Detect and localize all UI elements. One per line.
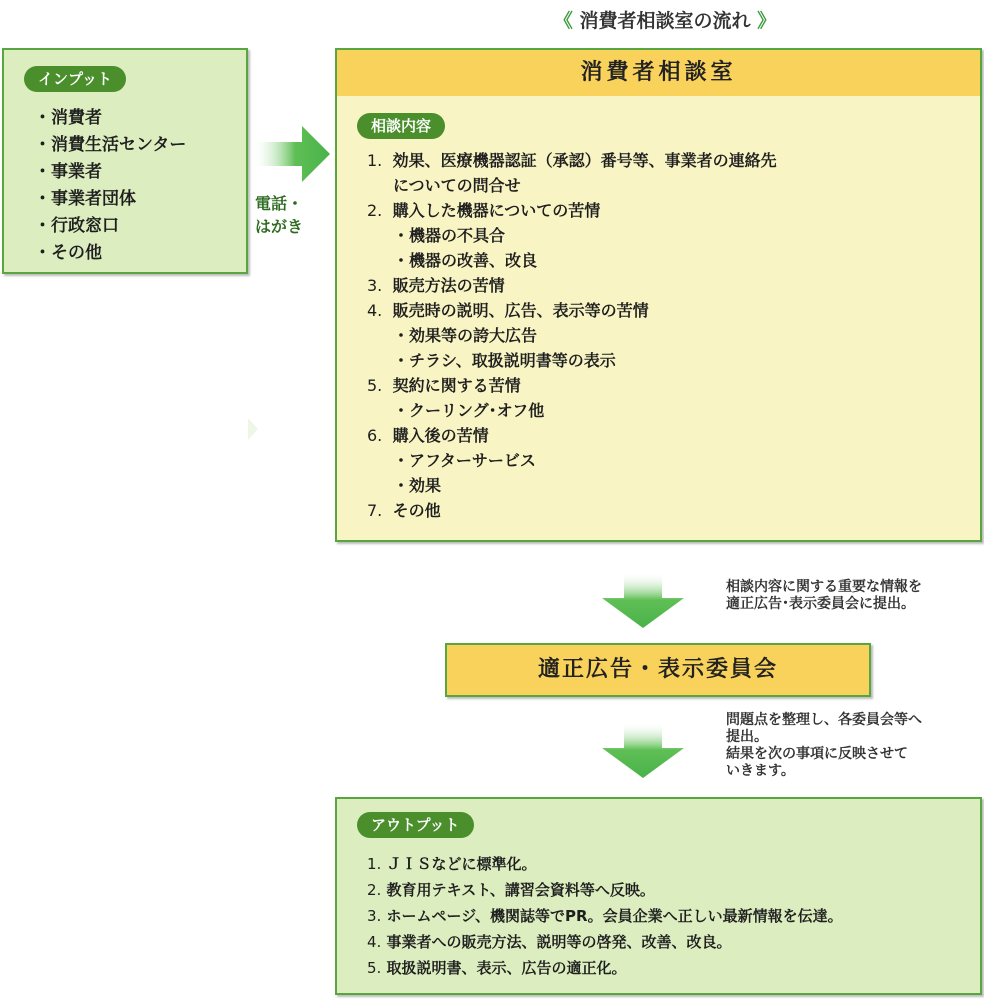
item-text: 購入した機器についての苦情 [392,201,601,220]
input-item: ・消費者 [34,108,102,128]
consultation-item [367,198,777,273]
input-item: ・事業者 [34,162,102,182]
item-text: その他 [392,501,441,520]
input-list [34,105,186,267]
input-item: ・行政窓口 [34,216,119,236]
item-number: 3. [367,276,383,295]
note-line: 問題点を整理し、各委員会等へ [726,712,922,728]
item-number: 5. [367,376,383,395]
right-arrow-icon [252,126,330,182]
item-text: ホームページ、機関誌等でPR。会員企業へ正しい最新情報を伝達。 [386,907,843,925]
item-text: 効果、医療機器認証（承認）番号等、事業者の連絡先 [392,151,777,170]
output-item [367,877,843,903]
item-subpoint: ・アフターサービス [393,451,536,470]
note-line: 提出。 [726,729,768,745]
consultation-item [367,498,777,523]
arrow-label-line2: はがき [255,217,304,236]
input-item: ・消費生活センター [34,135,187,155]
item-number: 7. [367,501,383,520]
item-number: 2. [367,881,382,899]
item-number: 1. [367,855,382,873]
item-subpoint: ・クーリング･オフ他 [393,401,545,420]
note-line: いきます。 [726,763,795,779]
item-subpoint: ・効果等の誇大広告 [393,326,538,345]
item-subpoint: ・チラシ、取扱説明書等の表示 [393,351,616,370]
consultation-item [367,298,777,373]
arrow-label [255,192,325,238]
item-number: 3. [367,907,382,925]
consultation-item [367,423,777,498]
item-number: 6. [367,426,383,445]
item-number: 4. [367,933,382,951]
committee-box: 適正広告・表示委員会 [445,643,871,697]
item-number: 5. [367,959,382,977]
consultation-item [367,373,777,423]
output-item [367,955,843,981]
item-text: ＪＩＳなどに標準化。 [386,855,537,873]
item-text: 販売時の説明、広告、表示等の苦情 [392,301,649,320]
note-line: 相談内容に関する重要な情報を [726,579,922,595]
consultation-item [367,273,777,298]
consultation-item [367,148,777,198]
item-subpoint: ・効果 [393,476,442,495]
output-item [367,929,843,955]
consultation-list [367,148,777,523]
output-list [367,851,843,981]
item-continuation: についての問合せ [393,176,521,195]
title-text: 消費者相談室の流れ [579,10,751,32]
item-text: 販売方法の苦情 [392,276,505,295]
item-text: 購入後の苦情 [392,426,489,445]
faint-chevron-icon [246,414,260,444]
down-arrow-icon [602,572,684,628]
arrow-label-line1: 電話・ [255,194,304,213]
consultation-label: 相談内容 [357,113,445,139]
title-right-bracket: 》 [757,10,777,32]
output-box [335,797,982,995]
consultation-header: 消費者相談室 [337,50,980,96]
note-line: 結果を次の事項に反映させて [726,746,908,762]
note-line: 適正広告･表示委員会に提出。 [726,596,915,612]
input-item: ・事業者団体 [34,189,136,209]
input-label: インプット [24,66,126,92]
note-to-committee [726,579,984,613]
item-text: 取扱説明書、表示、広告の適正化。 [386,959,627,977]
note-from-committee [726,712,984,780]
title-left-bracket: 《 [553,10,573,32]
item-number: 2. [367,201,383,220]
down-arrow-icon [602,722,684,778]
item-number: 4. [367,301,383,320]
output-item [367,851,843,877]
item-text: 事業者への販売方法、説明等の啓発、改善、改良。 [386,933,732,951]
item-subpoint: ・機器の改善、改良 [393,251,538,270]
output-item [367,903,843,929]
page-title [0,6,984,33]
item-subpoint: ・機器の不具合 [393,226,506,245]
output-label: アウトプット [357,812,474,838]
consultation-box [335,48,982,542]
item-number: 1. [367,151,383,170]
input-item: ・その他 [34,243,102,263]
item-text: 契約に関する苦情 [392,376,521,395]
input-box [2,48,248,274]
item-text: 教育用テキスト、講習会資料等へ反映。 [386,881,655,899]
